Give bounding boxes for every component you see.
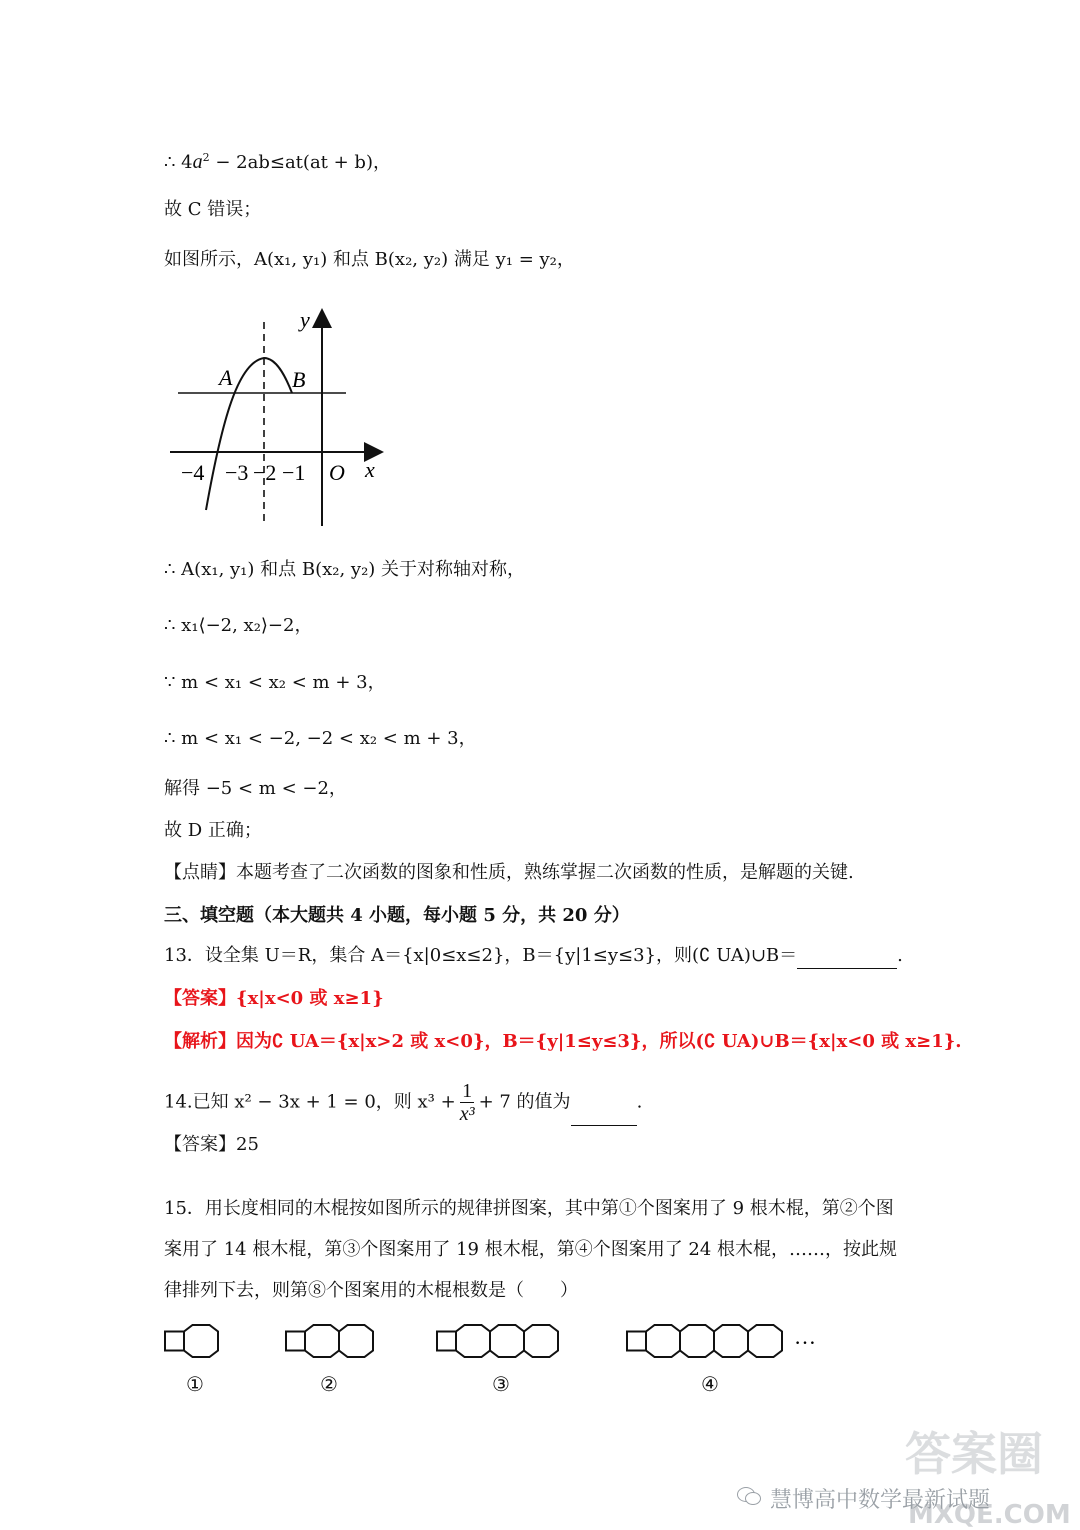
line-5: ∴ x₁⟨−2, x₂⟩−2， [164,615,313,636]
pattern-ellipsis: … [794,1324,816,1349]
q14-frac-den: x³ [459,1103,475,1125]
origin-label: O [329,460,345,485]
tick-label: −2 [253,460,277,485]
q14-answer: 【答案】25 [164,1134,259,1155]
q14-tail: + 7 的值为 [478,1091,571,1113]
q15-line-2: 案用了 14 根木棍，第③个图案用了 19 根木棍，第④个图案用了 24 根木棍，……，按此规 [164,1239,898,1260]
q13-text [164,944,903,969]
q14-end: . [636,1091,643,1113]
pattern-label-4: ④ [701,1374,719,1396]
pattern-label-3: ③ [492,1374,510,1396]
pattern-label-1: ① [186,1374,204,1396]
hexagon [748,1325,782,1357]
parabola-graph [165,300,395,535]
line-1 [164,146,391,175]
line-7: ∴ m < x₁ < −2, −2 < x₂ < m + 3， [164,728,477,749]
hexagon [339,1325,373,1357]
square [165,1332,184,1351]
line-8: 解得 −5 < m < −2， [164,778,347,799]
line-1-rest: − 2ab≤at(at + b)， [209,152,391,173]
hexagon [490,1325,524,1357]
line-9: 故 D 正确； [164,820,262,841]
q14-blank [571,1081,637,1126]
square [627,1332,646,1351]
line-1-sup: 2 [202,151,210,164]
hexagon [680,1325,714,1357]
square [286,1332,305,1351]
point-a-label: A [219,365,233,390]
hexagon [714,1325,748,1357]
tick-label: −3 [225,460,249,485]
hexagon [184,1325,218,1357]
line-2: 故 C 错误； [164,199,262,220]
watermark-site: MXQE.COM [908,1500,1071,1530]
y-axis-label: y [300,307,310,332]
pattern-label-2: ② [320,1374,338,1396]
line-1-var-a: a [192,151,203,173]
hexagon [646,1325,680,1357]
wechat-icon [737,1487,761,1505]
stick-pattern-4 [627,1325,782,1357]
stick-pattern-1 [165,1325,218,1357]
point-b-label: B [292,367,306,392]
x-axis-label: x [365,457,375,482]
q13-body: 13．设全集 U＝R，集合 A＝{x|0≤x≤2}，B＝{y|1≤y≤3}，则(∁ UA)∪B＝ [164,945,798,966]
q13-analysis: 【解析】因为∁ UA＝{x|x>2 或 x<0}，B＝{y|1≤y≤3}，所以(∁ UA)∪B＝{x|x<0 或 x≥1}. [164,1031,962,1052]
line-10: 【点睛】本题考查了二次函数的图象和性质，熟练掌握二次函数的性质，是解题的关键. [164,862,854,883]
square [437,1332,456,1351]
q13-blank [797,944,897,969]
watermark-stamp: 答案圈 [905,1427,1043,1481]
watermark-account: 慧博高中数学最新试题 [770,1488,991,1513]
stick-patterns [160,1318,820,1364]
line-4: ∴ A(x₁, y₁) 和点 B(x₂, y₂) 关于对称轴对称， [164,559,526,580]
tick-label: −1 [282,460,306,485]
stick-pattern-2 [286,1325,373,1357]
hexagon [456,1325,490,1357]
q13-answer: 【答案】{x|x<0 或 x≥1} [164,988,384,1009]
section-3-heading: 三、填空题（本大题共 4 小题，每小题 5 分，共 20 分） [164,905,630,926]
q14-fraction [460,1080,475,1125]
line-6: ∵ m < x₁ < x₂ < m + 3， [164,672,386,693]
line-3: 如图所示，A(x₁, y₁) 和点 B(x₂, y₂) 满足 y₁ = y₂， [164,249,575,270]
line-1-prefix: ∴ 4 [164,152,193,173]
hexagon [305,1325,339,1357]
q14-frac-num: 1 [462,1080,473,1102]
q14-text [164,1080,642,1126]
q15-line-1: 15．用长度相同的木棍按如图所示的规律拼图案，其中第①个图案用了 9 根木棍，第②个图 [164,1198,894,1219]
q14-lead: 14.已知 x² − 3x + 1 = 0，则 x³ + [164,1091,456,1113]
hexagon [524,1325,558,1357]
q13-end: . [897,945,903,966]
stick-pattern-3 [437,1325,558,1357]
tick-label: −4 [181,460,205,485]
q15-line-3: 律排列下去，则第⑧个图案用的木棍根数是（ ） [164,1280,578,1301]
